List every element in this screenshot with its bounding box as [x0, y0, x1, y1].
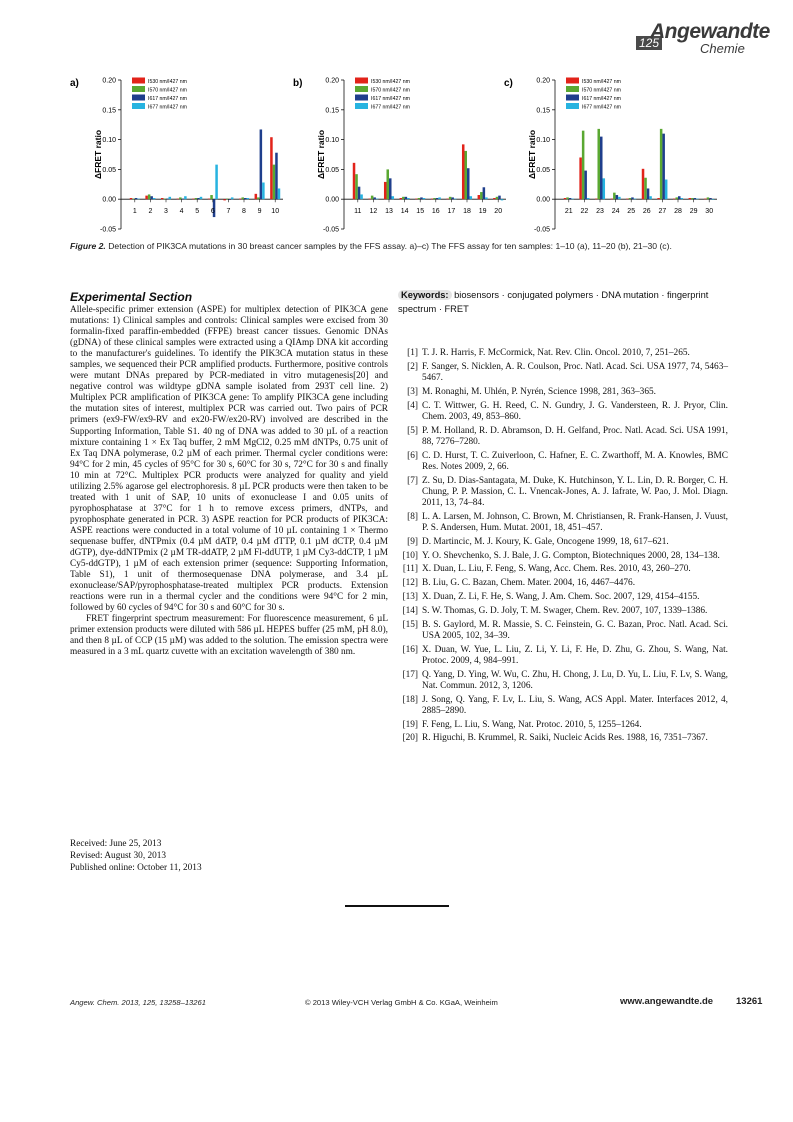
- bar-24-s617: [616, 195, 619, 199]
- chart-panel-a: [68, 72, 293, 242]
- legend-label: I617 nm/I427 nm: [371, 96, 410, 102]
- bar-27-s530: [657, 198, 660, 199]
- bar-14-s677: [407, 198, 410, 199]
- y-tick-label: 0.15: [536, 107, 550, 115]
- reference-item: [398, 537, 728, 548]
- x-tick-label: 22: [580, 208, 589, 216]
- bar-23-s677: [603, 178, 606, 199]
- bar-30-s570: [707, 197, 710, 199]
- panel-label: a): [70, 78, 79, 89]
- bar-20-s570: [496, 197, 499, 199]
- reference-item: [398, 670, 728, 692]
- legend-swatch: [355, 86, 368, 92]
- bar-23-s570: [597, 129, 600, 199]
- bar-11-s570: [355, 174, 358, 199]
- bar-18-s530: [462, 144, 465, 199]
- journal-subname: Chemie: [700, 41, 745, 56]
- y-tick-label: -0.05: [100, 226, 116, 234]
- bar-2-s617: [150, 196, 153, 199]
- reference-text: F. Sanger, S. Nicklen, A. R. Coulson, Proc. Natl. Acad. Sci. USA 1977, 74, 5463–5467.: [422, 361, 728, 383]
- bar-2-s530: [145, 196, 148, 200]
- reference-item: [398, 387, 728, 398]
- legend-swatch: [355, 103, 368, 109]
- x-tick-label: 14: [400, 208, 409, 216]
- x-tick-label: 26: [642, 208, 651, 216]
- bar-4-s617: [182, 199, 185, 200]
- legend-label: I677 nm/I427 nm: [148, 104, 187, 111]
- x-tick-label: 8: [242, 208, 246, 216]
- bar-4-s530: [177, 199, 180, 200]
- bar-22-s530: [579, 157, 582, 199]
- reference-item: [398, 551, 728, 562]
- x-tick-label: 10: [271, 208, 280, 216]
- legend-swatch: [566, 86, 579, 92]
- x-tick-label: 15: [416, 208, 425, 216]
- reference-text: M. Ronaghi, M. Uhlén, P. Nyrén, Science 1998, 281, 363–365.: [422, 386, 656, 397]
- bar-7-s617: [228, 199, 231, 200]
- bar-8-s570: [241, 197, 244, 199]
- reference-item: [398, 348, 728, 359]
- reference-item: [398, 476, 728, 510]
- x-tick-label: 29: [689, 208, 698, 216]
- y-tick-label: 0.05: [536, 166, 550, 174]
- reference-text: X. Duan, W. Yue, L. Liu, Z. Li, Y. Li, F. He, D. Zhu, G. Zhou, S. Wang, Nat. Protoc. 2009, 4, 984–991.: [422, 644, 728, 666]
- x-tick-label: 11: [354, 208, 362, 216]
- bar-26-s617: [647, 188, 650, 199]
- bar-7-s530: [223, 199, 226, 200]
- bar-21-s570: [566, 197, 569, 199]
- bar-2-s570: [148, 194, 151, 199]
- y-tick-label: -0.05: [323, 226, 339, 234]
- bar-10-s530: [270, 137, 273, 199]
- y-axis-label: ΔFRET ratio: [93, 129, 103, 180]
- reference-item: [398, 426, 728, 448]
- reference-number: [11]: [402, 564, 418, 575]
- x-tick-label: 18: [463, 208, 471, 216]
- chart-panel-c: [502, 72, 727, 242]
- bar-2-s677: [153, 198, 156, 199]
- bar-13-s617: [389, 178, 392, 199]
- footer-copyright: © 2013 Wiley-VCH Verlag GmbH & Co. KGaA, Weinheim: [305, 998, 498, 1007]
- reference-item: [398, 564, 728, 575]
- reference-item: [398, 695, 728, 717]
- legend-swatch: [132, 78, 145, 84]
- bar-10-s617: [275, 153, 278, 199]
- keywords-label: Keywords:: [398, 290, 452, 300]
- keywords-block: [398, 288, 728, 316]
- bar-6-s530: [208, 199, 211, 200]
- reference-number: [9]: [407, 536, 418, 547]
- bar-14-s530: [400, 198, 403, 199]
- figure-caption-text: Detection of PIK3CA mutations in 30 breast cancer samples by the FFS assay. a)–c) The FFS assay for ten samples: 1–10 (a), 11–20 (b), 21–30 (c).: [108, 241, 672, 251]
- bar-28-s617: [678, 196, 681, 199]
- section-title: Experimental Section: [70, 290, 193, 304]
- bar-9-s530: [255, 194, 258, 199]
- y-tick-label: 0.00: [536, 196, 550, 204]
- bar-15-s530: [415, 199, 418, 200]
- bar-17-s530: [446, 199, 449, 200]
- y-tick-label: 0.15: [102, 107, 116, 115]
- x-tick-label: 3: [164, 208, 168, 216]
- reference-text: P. M. Holland, R. D. Abramson, D. H. Gelfand, Proc. Natl. Acad. Sci. USA 1991, 88, 7276–7280.: [422, 425, 728, 447]
- legend-label: I677 nm/I427 nm: [582, 104, 621, 111]
- bar-17-s570: [449, 197, 452, 199]
- reference-item: [398, 451, 728, 473]
- reference-text: Y. O. Shevchenko, S. J. Bale, J. G. Compton, Biotechniques 2000, 28, 134–138.: [422, 550, 720, 561]
- bar-28-s677: [681, 198, 684, 199]
- article-dates: [70, 838, 202, 874]
- published-date: Published online: October 11, 2013: [70, 863, 202, 873]
- reference-list: [398, 348, 728, 747]
- experimental-body: [70, 305, 388, 659]
- y-tick-label: 0.00: [325, 196, 339, 204]
- x-tick-label: 2: [148, 208, 153, 216]
- legend-swatch: [132, 103, 145, 109]
- bar-25-s677: [634, 199, 637, 200]
- reference-item: [398, 606, 728, 617]
- x-tick-label: 16: [431, 208, 440, 216]
- bar-13-s677: [392, 196, 395, 199]
- bar-11-s530: [353, 163, 356, 199]
- x-tick-label: 20: [494, 208, 503, 216]
- bar-28-s570: [675, 197, 678, 199]
- x-tick-label: 4: [179, 208, 184, 216]
- bar-27-s570: [660, 129, 663, 199]
- bar-15-s617: [420, 197, 423, 199]
- bar-21-s677: [571, 199, 574, 200]
- bar-25-s530: [626, 199, 629, 200]
- reference-text: C. T. Wittwer, G. H. Reed, C. N. Gundry, J. G. Vandersteen, R. J. Pryor, Clin. Chem. 2003, 49, 853–860.: [422, 400, 728, 422]
- bar-8-s617: [244, 198, 247, 199]
- volume-marker: 125: [636, 36, 662, 50]
- bar-7-s570: [226, 199, 229, 200]
- reference-number: [10]: [402, 550, 418, 561]
- reference-text: L. A. Larsen, M. Johnson, C. Brown, M. Christiansen, R. Frank-Hansen, J. Vuust, P. S. Andersen, Hum. Mutat. 2001, 18, 451–457.: [422, 511, 728, 533]
- journal-masthead: [632, 20, 772, 56]
- bar-25-s570: [629, 198, 632, 199]
- legend-label: I530 nm/I427 nm: [371, 79, 410, 85]
- chart-panel-b: [291, 72, 516, 242]
- reference-text: J. Song, Q. Yang, F. Lv, L. Liu, S. Wang, ACS Appl. Mater. Interfaces 2012, 4, 2885–2890.: [422, 694, 728, 716]
- bar-19-s677: [485, 197, 488, 199]
- bar-29-s617: [694, 198, 697, 199]
- legend-swatch: [132, 86, 145, 92]
- legend-swatch: [566, 95, 579, 101]
- bar-25-s617: [631, 197, 634, 199]
- reference-number: [15]: [402, 619, 418, 630]
- reference-number: [2]: [407, 361, 418, 372]
- reference-number: [7]: [407, 475, 418, 486]
- y-tick-label: 0.10: [102, 137, 116, 145]
- x-tick-label: 5: [195, 208, 200, 216]
- bar-26-s530: [642, 169, 645, 199]
- reference-item: [398, 720, 728, 731]
- bar-9-s570: [257, 197, 260, 199]
- revised-date: Revised: August 30, 2013: [70, 851, 167, 861]
- legend-label: I530 nm/I427 nm: [148, 79, 187, 85]
- reference-number: [3]: [407, 386, 418, 397]
- bar-19-s617: [483, 187, 486, 199]
- bar-3-s570: [163, 199, 166, 200]
- x-tick-label: 27: [658, 208, 667, 216]
- reference-number: [8]: [407, 511, 418, 522]
- bar-16-s617: [436, 198, 439, 199]
- reference-item: [398, 620, 728, 642]
- received-date: Received: June 25, 2013: [70, 839, 162, 849]
- x-tick-label: 30: [705, 208, 714, 216]
- bar-13-s570: [386, 169, 389, 199]
- x-tick-label: 13: [385, 208, 393, 216]
- x-tick-label: 6: [210, 208, 215, 216]
- y-tick-label: 0.00: [102, 196, 116, 204]
- bar-12-s617: [373, 197, 376, 199]
- bar-5-s570: [195, 198, 198, 199]
- bar-13-s530: [384, 182, 387, 199]
- bar-30-s617: [709, 198, 712, 199]
- reference-text: C. D. Hurst, T. C. Zuiverloon, C. Hafner, E. C. Zwarthoff, M. A. Knowles, BMC Res. Notes 2009, 2, 66.: [422, 450, 728, 472]
- experimental-paragraph-2: FRET fingerprint spectrum measurement: For fluorescence measurement, 6 µL primer extension products were diluted with 586 µL HEPES buffer (25 mM, pH 8.0), and then 8 µL of CCP (15 µM) was added to the solution. The emission spectra were measured in a 3 mL quartz cuvette with an excitation wavelength of 380 nm.: [70, 614, 388, 658]
- bar-9-s677: [262, 183, 265, 200]
- divider-rule: [345, 905, 449, 907]
- reference-text: B. Liu, G. C. Bazan, Chem. Mater. 2004, 16, 4467–4476.: [422, 578, 636, 589]
- legend-label: I570 nm/I427 nm: [582, 87, 621, 94]
- experimental-paragraph-1: Allele-specific primer extension (ASPE) for multiplex detection of PIK3CA gene mutations: 1) Clinical samples and controls: Clinical samples were excised from 30 formalin-fixed paraffin-embedded (FFPE) breast cancer tissues. Genomic DNAs (gDNA) of these clinical samples were extracted using a QIAmp DNA kit according to the manufacturer's guidelines. To identify the PIK3CA mutation status in these samples, we sequenced their PCR amplified products. Furthermore, positive controls were mutant DNAs prepared by PCR-mediated in vitro mutagenesis[20] and negative control was wildtype gDNA sample isolated from 293T cell line. 2) Multiplex PCR amplification of PIK3CA gene: To amplify PIK3CA gene including the mutation sites of interest, multiplex PCR was carried out. Two pairs of PCR primers (ex9-FW/ex9-RV and ex20-FW/ex20-RV) involved are described in the Supporting Information, Table S1. 40 ng of DNA was added to 30 µL of a reaction mixture containing 1 × Ex Taq buffer, 2 mM MgCl2, 0.25 mM dNTPs, 0.75 unit of Ex Taq DNA polymerase, 0.2 µM of each primer. Thermal cycler conditions were: 94°C for 2 min, 45 cycles of 95°C for 30 s, 60°C for 30 s, 72°C for 30 s and finally 10 min at 72°C. Multiplex PCR products were analyzed for quality and yield utilizing 2.5% agarose gel electrophoresis. 8 µL PCR products were then taken to be treated with 1 unit of SAP, 10 units of exonuclease I and 0.05 units of pyrophosphatase at 37°C for 1 h to remove excess primers, dNTPs, and pyrophosphate generated in PCR. 3) ASPE reaction for PCR products of PIK3CA: ASPE reactions were conducted in a total volume of 10 µL containing 1 × Thermo sequenase buffer, dNTPmix (0.4 µM dATP, 0.4 µM dTTP, 0.1 µM dCTP, 0.4 µM dGTP), dye-ddNTPmix (2 µM TR-ddATP, 2 µM Fl-ddUTP, 1 µM Cy3-ddCTP, 1 µM Cy5-ddGTP), 1 µM of each extension primer (sequence: Supporting Information, Table S1), 1 unit of thermosequenase DNA polymerase, and 3.4 µL exonuclease/SAP/pyrophosphatase-treated multiplex PCR products. Extension reactions were run in a thermal cycler and the conditions were 94°C for 2 min, followed by 60 cycles of 94°C for 30 s and 60°C for 30 s.: [70, 305, 388, 614]
- bar-16-s677: [438, 197, 441, 199]
- bar-23-s530: [595, 199, 598, 200]
- bar-chart-a: [68, 72, 293, 242]
- bar-24-s530: [611, 199, 614, 200]
- bar-21-s530: [564, 198, 567, 199]
- bar-4-s677: [184, 196, 187, 199]
- reference-text: T. J. R. Harris, F. McCormick, Nat. Rev. Clin. Oncol. 2010, 7, 251–265.: [422, 348, 690, 358]
- bar-22-s570: [582, 131, 585, 200]
- bar-18-s677: [470, 196, 473, 199]
- reference-item: [398, 578, 728, 589]
- legend-label: I570 nm/I427 nm: [371, 87, 410, 94]
- bar-10-s677: [278, 188, 281, 199]
- bar-17-s617: [451, 197, 454, 199]
- reference-text: F. Feng, L. Liu, S. Wang, Nat. Protoc. 2010, 5, 1255–1264.: [422, 719, 642, 730]
- bar-6-s677: [215, 165, 218, 200]
- bar-6-s570: [210, 195, 213, 199]
- x-tick-label: 9: [257, 208, 262, 216]
- page-footer: [70, 996, 770, 1010]
- x-tick-label: 17: [447, 208, 456, 216]
- y-tick-label: 0.10: [325, 137, 339, 145]
- bar-23-s617: [600, 137, 603, 200]
- reference-number: [20]: [402, 733, 418, 744]
- y-tick-label: 0.20: [325, 77, 339, 85]
- bar-5-s677: [200, 197, 203, 199]
- legend-label: I677 nm/I427 nm: [371, 104, 410, 111]
- reference-item: [398, 362, 728, 384]
- bar-9-s617: [260, 129, 263, 199]
- bar-12-s570: [371, 196, 374, 200]
- reference-number: [12]: [402, 578, 418, 589]
- bar-17-s677: [454, 199, 457, 200]
- figure-caption: [70, 240, 730, 252]
- x-tick-label: 23: [596, 208, 604, 216]
- keywords-text: biosensors · conjugated polymers · DNA mutation · fingerprint spectrum · FRET: [398, 290, 709, 314]
- reference-item: [398, 512, 728, 534]
- panel-label: b): [293, 78, 303, 89]
- reference-text: X. Duan, L. Liu, F. Feng, S. Wang, Acc. Chem. Res. 2010, 43, 260–270.: [422, 564, 691, 575]
- reference-text: B. S. Gaylord, M. R. Massie, S. C. Feinstein, G. C. Bazan, Proc. Natl. Acad. Sci. USA 2005, 102, 34–39.: [422, 619, 728, 641]
- x-tick-label: 19: [478, 208, 487, 216]
- bar-30-s530: [704, 199, 707, 200]
- legend-swatch: [566, 103, 579, 109]
- y-axis-label: ΔFRET ratio: [316, 129, 326, 180]
- bar-21-s617: [569, 198, 572, 199]
- x-tick-label: 1: [132, 208, 137, 216]
- x-tick-label: 7: [226, 208, 231, 216]
- y-axis-label: ΔFRET ratio: [527, 129, 537, 180]
- legend: [132, 78, 187, 111]
- bar-11-s617: [358, 187, 361, 200]
- bar-19-s530: [478, 195, 481, 199]
- reference-number: [6]: [407, 450, 418, 461]
- legend-swatch: [355, 78, 368, 84]
- y-tick-label: -0.05: [534, 226, 550, 234]
- footer-url[interactable]: www.angewandte.de: [620, 996, 714, 1007]
- y-tick-label: 0.20: [102, 77, 116, 85]
- reference-number: [13]: [402, 591, 418, 602]
- y-tick-label: 0.05: [325, 166, 339, 174]
- reference-text: D. Martincic, M. J. Koury, K. Gale, Oncogene 1999, 18, 617–621.: [422, 536, 669, 547]
- bar-18-s617: [467, 168, 470, 199]
- bar-15-s570: [418, 198, 421, 199]
- bar-24-s677: [618, 197, 621, 199]
- reference-text: R. Higuchi, B. Krummel, R. Saiki, Nucleic Acids Res. 1988, 16, 7351–7367.: [422, 733, 708, 744]
- journal-name: Angewandte: [650, 20, 770, 43]
- bar-26-s677: [649, 196, 652, 199]
- bar-12-s530: [368, 199, 371, 200]
- reference-item: [398, 592, 728, 603]
- bar-20-s530: [493, 198, 496, 199]
- page-number: 13261: [736, 996, 763, 1007]
- reference-number: [18]: [402, 694, 418, 705]
- bar-18-s570: [464, 151, 467, 199]
- bar-chart-b: [291, 72, 516, 242]
- bar-3-s530: [161, 198, 164, 199]
- bar-30-s677: [712, 199, 715, 200]
- legend-swatch: [566, 78, 579, 84]
- y-tick-label: 0.20: [536, 77, 550, 85]
- bar-29-s570: [691, 198, 694, 199]
- legend: [566, 78, 621, 111]
- x-tick-label: 24: [611, 208, 620, 216]
- bar-16-s530: [431, 199, 434, 200]
- y-tick-label: 0.15: [325, 107, 339, 115]
- bar-29-s677: [696, 199, 699, 200]
- legend-swatch: [132, 95, 145, 101]
- bar-8-s677: [247, 198, 250, 199]
- figure-label: Figure 2.: [70, 241, 106, 251]
- reference-text: Z. Su, D. Dias-Santagata, M. Duke, K. Hutchinson, Y. L. Lin, D. R. Borger, C. H. Chung, P. P. Massion, C. L. Vnencak-Jones, A. J. Iafrate, W. Pao, J. Mol. Diagn. 2011, 13, 74–84.: [422, 475, 728, 508]
- bar-8-s530: [239, 199, 242, 200]
- bar-29-s530: [689, 198, 692, 199]
- bar-1-s570: [132, 199, 135, 200]
- reference-number: [16]: [402, 644, 418, 655]
- bar-5-s617: [197, 198, 200, 199]
- legend: [355, 78, 410, 111]
- bar-4-s570: [179, 197, 182, 199]
- x-tick-label: 21: [564, 208, 573, 216]
- bar-28-s530: [673, 199, 676, 200]
- bar-12-s677: [376, 199, 379, 200]
- reference-number: [14]: [402, 605, 418, 616]
- bar-1-s530: [130, 198, 133, 199]
- bar-7-s677: [231, 197, 234, 199]
- bar-27-s617: [662, 134, 665, 200]
- bar-16-s570: [433, 198, 436, 199]
- bar-14-s617: [405, 197, 408, 199]
- bar-3-s677: [169, 197, 172, 199]
- footer-citation: Angew. Chem. 2013, 125, 13258–13261: [70, 998, 206, 1007]
- reference-number: [17]: [402, 669, 418, 680]
- bar-1-s617: [135, 198, 138, 199]
- legend-label: I617 nm/I427 nm: [148, 96, 187, 102]
- bar-22-s677: [587, 198, 590, 199]
- bar-20-s617: [498, 196, 501, 200]
- bar-1-s677: [137, 199, 140, 200]
- reference-text: S. W. Thomas, G. D. Joly, T. M. Swager, Chem. Rev. 2007, 107, 1339–1386.: [422, 605, 708, 616]
- bar-11-s677: [360, 194, 363, 199]
- reference-number: [5]: [407, 425, 418, 436]
- x-tick-label: 25: [627, 208, 636, 216]
- panel-label: c): [504, 78, 513, 89]
- x-tick-label: 12: [369, 208, 378, 216]
- bar-15-s677: [423, 198, 426, 199]
- reference-item: [398, 401, 728, 423]
- bar-22-s617: [584, 171, 587, 200]
- bar-5-s530: [192, 199, 195, 200]
- reference-number: [1]: [407, 348, 418, 358]
- bar-14-s570: [402, 197, 405, 199]
- bar-3-s617: [166, 199, 169, 200]
- legend-swatch: [355, 95, 368, 101]
- y-tick-label: 0.10: [536, 137, 550, 145]
- bar-10-s570: [273, 165, 276, 200]
- legend-label: I570 nm/I427 nm: [148, 87, 187, 94]
- reference-item: [398, 733, 728, 744]
- reference-number: [4]: [407, 400, 418, 411]
- bar-26-s570: [644, 178, 647, 199]
- reference-text: Q. Yang, D. Ying, W. Wu, C. Zhu, H. Chong, J. Lu, D. Yu, L. Liu, F. Lv, S. Wang, Nat. Commun. 2012, 3, 1206.: [422, 669, 728, 691]
- x-tick-label: 28: [674, 208, 682, 216]
- reference-item: [398, 645, 728, 667]
- legend-label: I617 nm/I427 nm: [582, 96, 621, 102]
- reference-number: [19]: [402, 719, 418, 730]
- bar-chart-c: [502, 72, 727, 242]
- bar-24-s570: [613, 193, 616, 200]
- legend-label: I530 nm/I427 nm: [582, 79, 621, 85]
- bar-19-s570: [480, 192, 483, 199]
- y-tick-label: 0.05: [102, 166, 116, 174]
- reference-text: X. Duan, Z. Li, F. He, S. Wang, J. Am. Chem. Soc. 2007, 129, 4154–4155.: [422, 591, 700, 602]
- bar-27-s677: [665, 180, 668, 200]
